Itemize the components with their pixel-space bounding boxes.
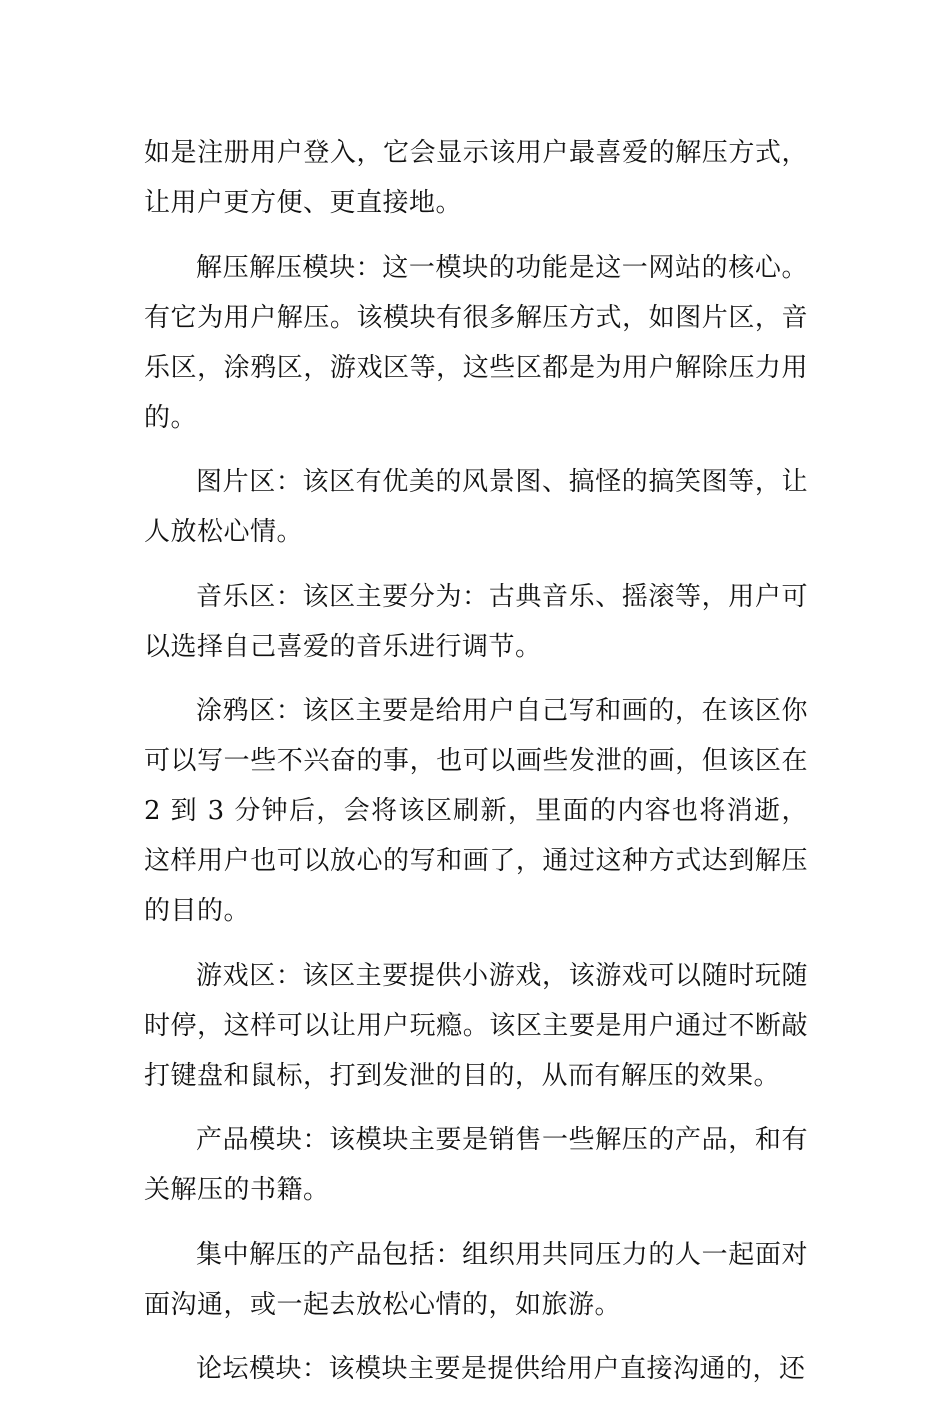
paragraph-relief-module: 解压解压模块：这一模块的功能是这一网站的核心。有它为用户解压。该模块有很多解压方式，如图片区，音乐区，涂鸦区，游戏区等，这些区都是为用户解除压力用的。 bbox=[144, 252, 808, 433]
paragraph-graffiti-zone: 涂鸦区：该区主要是给用户自己写和画的，在该区你可以写一些不兴奋的事，也可以画些发泄的画，但该区在 2 到 3 分钟后，会将该区刷新，里面的内容也将消逝，这样用户也可以放心的写和画了，通过这种方式达到解压的目的。 bbox=[144, 696, 808, 926]
paragraph-music-zone: 音乐区：该区主要分为：古典音乐、摇滚等，用户可以选择自己喜爱的音乐进行调节。 bbox=[144, 581, 808, 662]
paragraph-registered-user-login: 如是注册用户登入，它会显示该用户最喜爱的解压方式，让用户更方便、更直接地。 bbox=[144, 138, 808, 218]
paragraph-group-relief-products: 集中解压的产品包括：组织用共同压力的人一起面对面沟通，或一起去放松心情的，如旅游。 bbox=[144, 1239, 808, 1320]
paragraph-product-module: 产品模块：该模块主要是销售一些解压的产品，和有关解压的书籍。 bbox=[144, 1125, 808, 1205]
paragraph-game-zone: 游戏区：该区主要提供小游戏，该游戏可以随时玩随时停，这样可以让用户玩瘾。该区主要是用户通过不断敲打键盘和鼠标，打到发泄的目的，从而有解压的效果。 bbox=[144, 960, 808, 1091]
document-body bbox=[144, 128, 808, 1409]
paragraph-picture-zone: 图片区：该区有优美的风景图、搞怪的搞笑图等，让人放松心情。 bbox=[144, 467, 808, 547]
paragraph-forum-module: 论坛模块：该模块主要是提供给用户直接沟通的，还 bbox=[196, 1354, 806, 1384]
